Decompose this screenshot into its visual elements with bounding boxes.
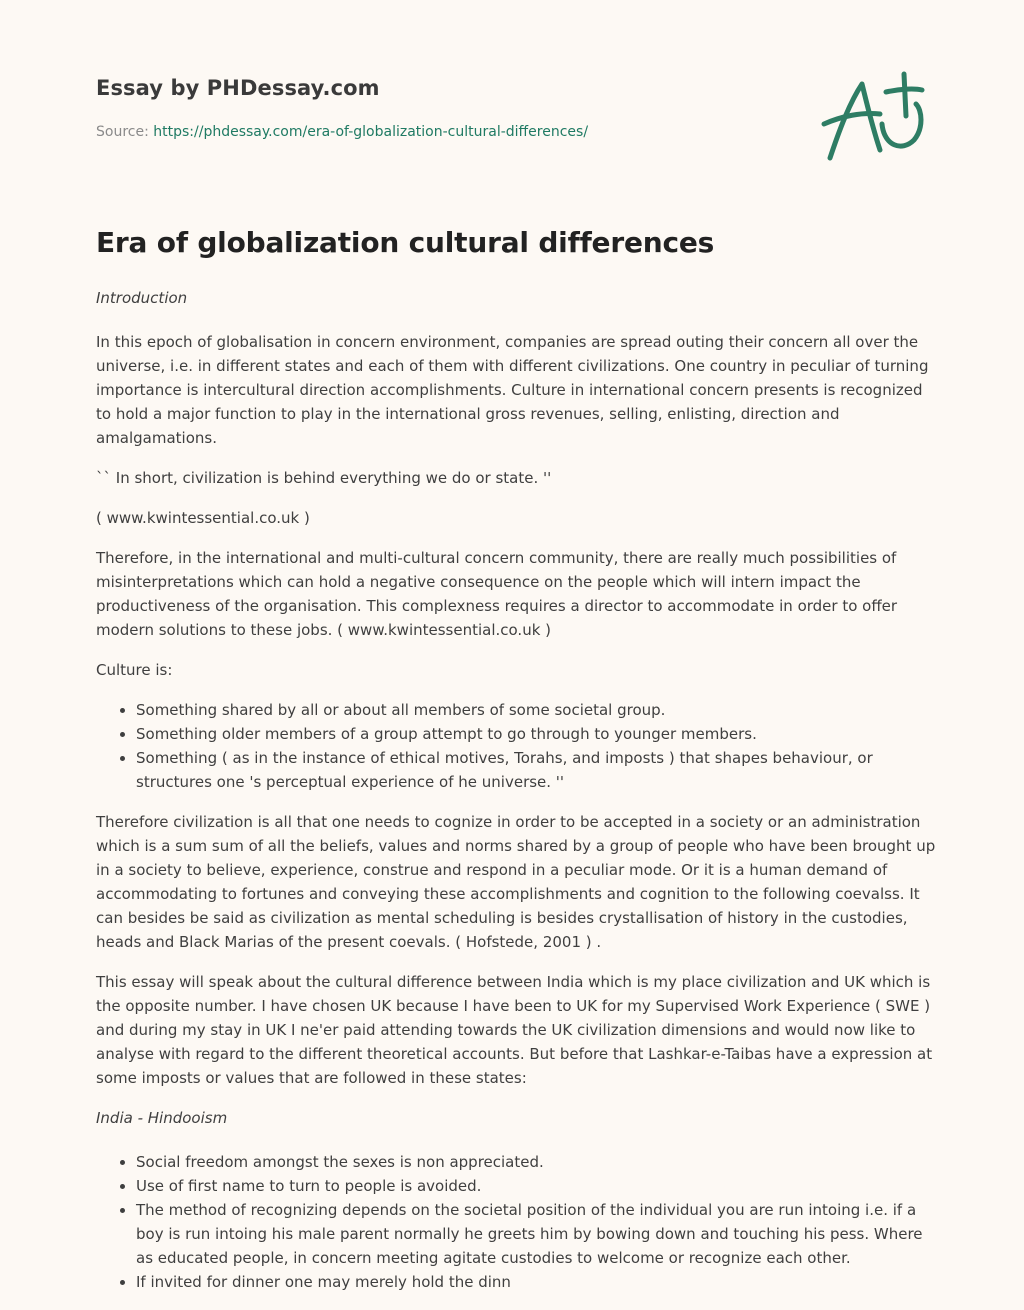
list-item: • Something ( as in the instance of ethical motives, Torahs, and imposts ) that shapes behaviour, or structures one 's perceptual experience of he universe. '': [136, 746, 936, 794]
section-heading-india: India - Hindooism: [96, 1109, 228, 1127]
list-item: • If invited for dinner one may merely hold the dinn: [136, 1270, 936, 1294]
essay-title: Era of globalization cultural differences: [96, 226, 715, 259]
source-label: Source:: [96, 124, 154, 140]
culture-list: [96, 698, 936, 794]
source-link[interactable]: https://phdessay.com/era-of-globalization-cultural-differences/: [153, 124, 589, 140]
list-item: • The method of recognizing depends on the societal position of the individual you are run intoing i.e. if a boy is run intoing his male parent normally he greets him by bowing down and touching his pess. Where as educated people, in concern meeting agitate custodies to welcome or recognize each other.: [136, 1198, 936, 1270]
citation: ( www.kwintessential.co.uk ): [96, 509, 310, 527]
paragraph-1: In this epoch of globalisation in concern environment, companies are spread outing their concern all over the universe, i.e. in different states and each of them with different civilizations. One country in peculiar of turning importance is intercultural direction accomplishments. Culture in international concern presents is recognized to hold a major function to play in the international gross revenues, selling, enlisting, direction and amalgamations.: [96, 333, 929, 447]
culture-label: Culture is:: [96, 661, 173, 679]
paragraph-2: Therefore, in the international and multi-cultural concern community, there are really much possibilities of misinterpretations which can hold a negative consequence on the people which will intern impact the productiveness of the organisation. This complexness requires a director to accommodate in order to offer modern solutions to these jobs. ( www.kwintessential.co.uk ): [96, 549, 898, 639]
list-item: • Use of first name to turn to people is avoided.: [136, 1174, 936, 1198]
paragraph-4: This essay will speak about the cultural difference between India which is my place civilization and UK which is the opposite number. I have chosen UK because I have been to UK for my Supervised Work Experience ( SWE ) and during my stay in UK I ne'er paid attending towards the UK civilization dimensions and would now like to analyse with regard to the different theoretical accounts. But before that Lashkar-e-Taibas have a expression at some imposts or values that are followed in these states:: [96, 973, 933, 1087]
section-heading-introduction: Introduction: [96, 289, 188, 307]
quote: `` In short, civilization is behind everything we do or state. '': [96, 469, 552, 487]
list-item: • Something shared by all or about all members of some societal group.: [136, 698, 936, 722]
a-plus-logo-icon: [818, 66, 930, 166]
list-item: • Social freedom amongst the sexes is non appreciated.: [136, 1150, 936, 1174]
source-line: [96, 124, 588, 140]
site-brand: Essay by PHDessay.com: [96, 76, 380, 100]
list-item: • Something older members of a group attempt to go through to younger members.: [136, 722, 936, 746]
essay-body: [96, 286, 936, 1310]
paragraph-3: Therefore civilization is all that one needs to cognize in order to be accepted in a society or an administration which is a sum sum of all the beliefs, values and norms shared by a group of people who have been brought up in a society to believe, experience, construe and respond in a peculiar mode. Or it is a human demand of accommodating to fortunes and conveying these accomplishments and cognition to the following coevalss. It can besides be said as civilization as mental scheduling is besides crystallisation of history in the custodies, heads and Black Marias of the present coevals. ( Hofstede, 2001 ) .: [96, 813, 936, 951]
india-list: [96, 1150, 936, 1294]
